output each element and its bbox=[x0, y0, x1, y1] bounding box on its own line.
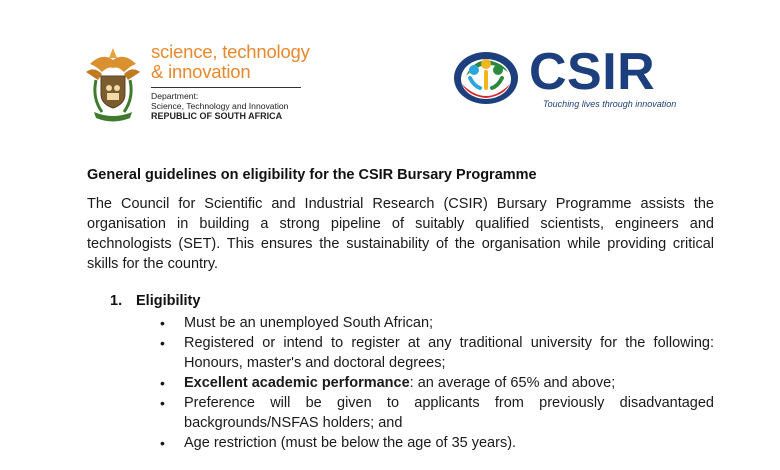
list-item bbox=[160, 313, 714, 333]
csir-logo bbox=[452, 44, 712, 114]
list-item-text: Preference will be given to applicants from previously disadvantaged backgrounds/NSFAS holders; and bbox=[184, 395, 714, 431]
bullet-icon: • bbox=[160, 335, 165, 351]
dst-wordmark bbox=[151, 42, 321, 121]
coat-of-arms-icon bbox=[84, 46, 142, 126]
csir-wordmark: CSIR bbox=[529, 43, 656, 101]
dst-dept-name: Science, Technology and Innovation bbox=[151, 101, 289, 111]
dst-logo bbox=[84, 42, 314, 132]
list-item-text: Registered or intend to register at any traditional university for the following: Honours, master's and doctoral degrees; bbox=[184, 335, 714, 371]
list-item-bold-text: Excellent academic performance bbox=[184, 375, 410, 391]
bullet-icon: • bbox=[160, 315, 165, 331]
section-number: 1. bbox=[110, 293, 123, 309]
dst-dept-label: Department: bbox=[151, 91, 199, 101]
csir-emblem-icon bbox=[452, 46, 524, 106]
bullet-icon: • bbox=[160, 395, 165, 411]
list-item-text: : an average of 65% and above; bbox=[409, 375, 616, 391]
dst-title-line1: science, technology bbox=[151, 41, 310, 62]
list-item bbox=[160, 333, 714, 373]
list-item bbox=[160, 373, 714, 393]
list-item-text: Must be an unemployed South African; bbox=[184, 315, 434, 331]
bullet-icon: • bbox=[160, 375, 165, 391]
eligibility-list bbox=[160, 313, 714, 453]
section-title-text: Eligibility bbox=[136, 293, 201, 309]
section-title bbox=[110, 293, 200, 309]
intro-paragraph: The Council for Scientific and Industrial Research (CSIR) Bursary Programme assists the organisation in building a strong pipeline of suitably qualified scientists, engineers and technologists (SET). This ensures the sustainability of the organisation while providing critical skills for the country. bbox=[87, 196, 714, 272]
list-item-text: Age restriction (must be below the age of 35 years). bbox=[184, 435, 517, 451]
bullet-icon: • bbox=[160, 435, 165, 451]
dst-country: REPUBLIC OF SOUTH AFRICA bbox=[151, 111, 283, 121]
document-heading: General guidelines on eligibility for the CSIR Bursary Programme bbox=[87, 167, 537, 183]
dst-divider bbox=[151, 87, 301, 88]
csir-tagline: Touching lives through innovation bbox=[543, 99, 677, 109]
list-item bbox=[160, 433, 714, 453]
list-item bbox=[160, 393, 714, 433]
dst-title-line2: & innovation bbox=[151, 61, 251, 82]
